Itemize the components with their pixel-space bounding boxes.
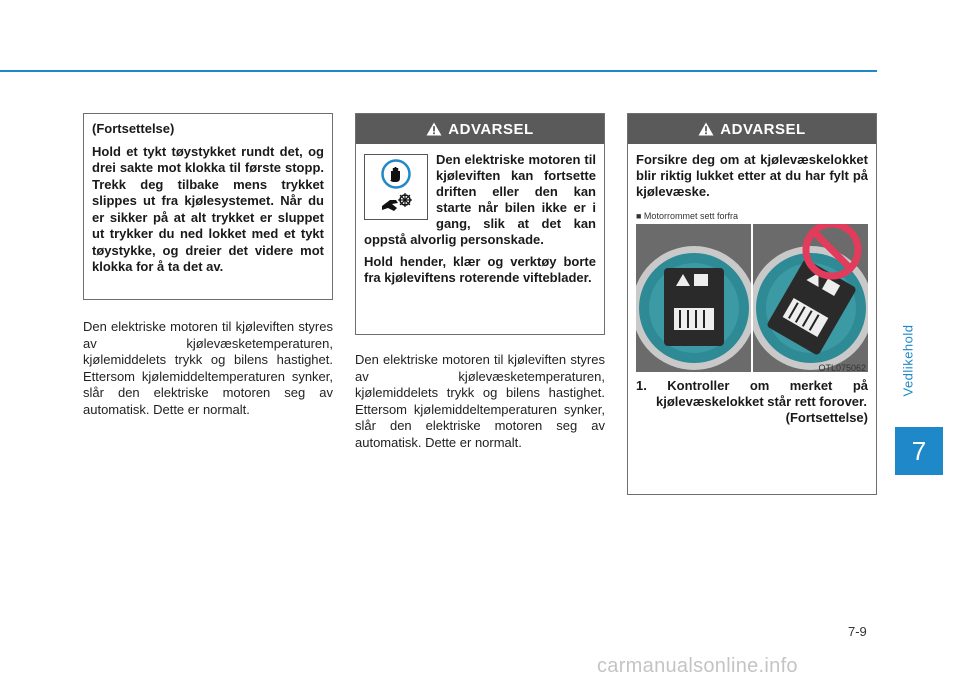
left-body-text: Den elektriske motoren til kjøleviften styres av kjølevæsketemperaturen, kjølemiddelets trykk og bilens hastighet. Ettersom kjølemiddeltemperaturen synker, slår den elektriske motoren seg av automatisk. Dette er normalt. xyxy=(83,319,333,417)
coolant-cap-figure xyxy=(636,208,868,378)
continued-note-text: Hold et tykt tøystykket rundt det, og drei sakte mot klokka til første stopp. Trekk deg tilbake mens trykket slippes ut fra kjølesystemet. Når du er sikker på at alt trykket er sluppet ut trykker du ned lokket med et tykt tøystykke, og dreier det videre mot klokka for å ta det av. xyxy=(92,143,324,274)
continued-note-box xyxy=(83,113,333,300)
section-tab xyxy=(888,300,928,420)
figure-code: OTL075062 xyxy=(818,363,866,373)
warning-text-1: Den elektriske motoren til kjøleviften kan fortsette driften eller den kan starte når bilen ikke er i gang, slik at det kan oppstå alvorlig personskade. xyxy=(364,152,596,247)
section-name: Vedlikehold xyxy=(900,324,916,396)
warning-triangle-icon xyxy=(426,122,442,136)
warning-title: ADVARSEL xyxy=(720,120,806,138)
figure-caption: ■ Motorrommet sett forfra xyxy=(636,211,738,221)
middle-body-text: Den elektriske motoren til kjøleviften styres av kjølevæsketemperaturen, kjølemiddelets trykk og bilens hastighet. Ettersom kjølemiddeltemperaturen synker, slår den elektriske motoren seg av automatisk. Dette er normalt. xyxy=(355,352,605,450)
stop-hand-icon xyxy=(381,159,411,189)
warning-text-2: Hold hender, klær og verktøy borte fra kjøleviftens roterende vifteblader. xyxy=(364,254,596,285)
continued-label: (Fortsettelse) xyxy=(785,410,868,425)
warning-content xyxy=(356,144,604,294)
warning-triangle-icon xyxy=(698,122,714,136)
hazard-pictogram xyxy=(364,154,428,220)
step-1-text: 1. Kontroller om merket på kjølevæskelokket står rett forover. xyxy=(636,378,868,409)
header-rule xyxy=(0,70,877,72)
cap-warning-text: Forsikre deg om at kjølevæskelokket blir riktig lukket etter at du har fylt på kjølevæske. xyxy=(636,152,868,199)
warning-title: ADVARSEL xyxy=(448,120,534,138)
page-number: 7-9 xyxy=(848,624,867,639)
chapter-number-badge: 7 xyxy=(895,427,943,475)
coolant-cap-illustration xyxy=(636,224,868,372)
warning-header xyxy=(628,114,876,144)
warning-content xyxy=(628,144,876,434)
fan-hazard-icon xyxy=(379,190,413,216)
watermark: carmanualsonline.info xyxy=(597,655,798,677)
continued-label: (Fortsettelse) xyxy=(92,121,175,136)
cap-warning-box xyxy=(627,113,877,495)
fan-warning-box xyxy=(355,113,605,335)
warning-header xyxy=(356,114,604,144)
